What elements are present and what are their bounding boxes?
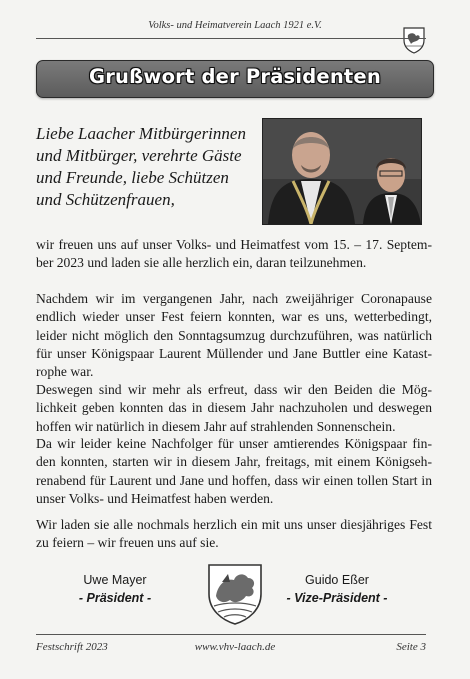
text-line: für unser Königspaar Laurent Müllender und Jane Buttler eine Katast- — [36, 345, 432, 361]
text-line: zu feiern – wir freuen uns auf sie. — [36, 535, 219, 551]
text-line: Deswegen sind wir mehr als erfreut, dass wir den Beiden die Mög- — [36, 382, 432, 397]
header-title: Volks- und Heimatverein Laach 1921 e.V. — [148, 20, 322, 31]
crest-icon — [402, 26, 426, 54]
text-line: wir freuen uns auf unser Volks- und Heimatfest vom 15. – 17. Septem- — [36, 237, 432, 252]
greeting-line: Liebe Laacher Mitbürgerinnen — [36, 124, 246, 143]
text-line: leider nicht möglich den Sonntagsumzug durchzuführen, was natürlich — [36, 327, 432, 343]
text-line: endlich wieder unser Fest feiern konnten, war es uns, wetterbedingt, — [36, 309, 432, 325]
text-line: rophe war. — [36, 364, 94, 380]
text-line: ber 2023 und laden sie alle herzlich ein, daran teilzunehmen. — [36, 255, 367, 271]
text-line: lichkeit geben konnten das in diesem Jahr nachzuholen und deswegen — [36, 400, 432, 416]
greeting-line: und Schützenfrauen, — [36, 190, 175, 209]
signature-left-name: Uwe Mayer — [83, 573, 147, 587]
text-line: hoffen wir natürlich in diesem Jahr auf strahlenden Sonnenschein. — [36, 418, 396, 434]
text-line: Nachdem wir im vergangenen Jahr, nach zweijähriger Coronapause — [36, 291, 432, 306]
banner-title: Grußwort der Präsidenten — [89, 65, 381, 88]
greeting-line: und Mitbürger, verehrte Gäste — [36, 146, 242, 165]
crest-icon — [206, 562, 264, 626]
greeting-line: und Freunde, liebe Schützen — [36, 168, 229, 187]
paragraph-4 — [36, 435, 432, 508]
paragraph-5 — [36, 516, 432, 553]
presidents-photo — [262, 118, 422, 225]
paragraph-2 — [36, 290, 432, 381]
text-line: Wir laden sie alle nochmals herzlich ein mit uns unser diesjähriges Fest — [36, 517, 432, 532]
footer-rule — [36, 634, 426, 635]
greeting — [36, 123, 262, 211]
header-rule — [36, 38, 426, 39]
signature-right-name: Guido Eßer — [305, 573, 369, 587]
paragraph-3 — [36, 381, 432, 436]
text-line: den konnten, starten wir in diesem Jahr, freitags, mit einem Königseh- — [36, 454, 432, 470]
footer-right: Seite 3 — [396, 641, 426, 653]
signature-left-title: - Präsident - — [78, 591, 152, 605]
title-banner — [36, 60, 434, 98]
signature-right-title: - Vize-Präsident - — [286, 591, 388, 605]
text-line: Da wir leider keine Nachfolger für unser amtierendes Königspaar fin- — [36, 436, 432, 451]
text-line: unser Volks- und Heimatfest haben werden. — [36, 490, 274, 506]
paragraph-1 — [36, 236, 432, 273]
footer-left: Festschrift 2023 — [36, 641, 108, 653]
footer-center: www.vhv-laach.de — [194, 641, 276, 653]
text-line: renabend für Laurent und Jane und hoffen, dass wir einen tollen Start in — [36, 472, 432, 488]
